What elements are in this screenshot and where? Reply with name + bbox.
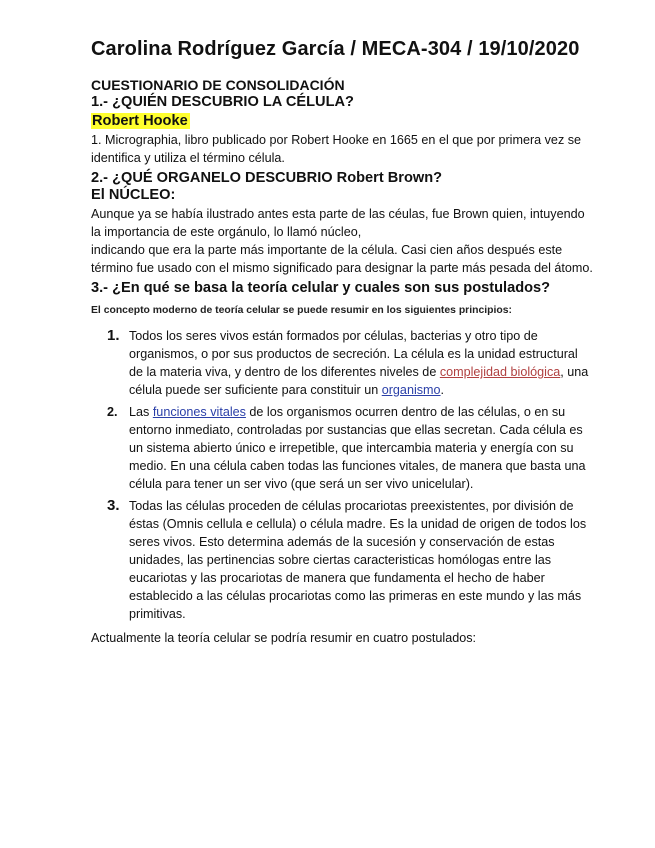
- answer-2-detail-line2: indicando que era la parte más importante de la célula. Casi cien años después este término fue usado con el mismo significado para designar la parte más pesada del átomo.: [91, 243, 593, 275]
- funciones-vitales-link[interactable]: funciones vitales: [152, 405, 246, 419]
- list-item-text: .: [440, 383, 445, 397]
- list-item: [91, 497, 595, 623]
- questionnaire-subtitle: CUESTIONARIO DE CONSOLIDACIÓN: [91, 77, 345, 93]
- answer-1-highlight: Robert Hooke: [92, 113, 188, 129]
- list-item-text: de los organismos ocurren dentro de las células, o en su entorno inmediato, controladas por sustancias que ellas secretan. Cada célula es un sistema abierto único e irrepetible, que intercambia materia y energía con su medio. En una célula caben todas las funciones vitales, de manera que basta una célula para tener un ser vivo (que será un ser vivo unicelular).: [129, 405, 586, 491]
- theory-intro: El concepto moderno de teoría celular se puede resumir en los siguientes principios:: [91, 305, 512, 316]
- complejidad-biologica-link[interactable]: complejidad biológica: [439, 365, 561, 379]
- organismo-link[interactable]: organismo: [381, 383, 441, 397]
- list-item-text: Las: [129, 405, 153, 419]
- list-item-text: Todas las células proceden de células procariotas preexistentes, por división de éstas (Omnis cellula e cellula) o célula madre. Es la unidad de origen de todos los seres vivos. Esto determina además de la sucesión y conservación de estas unidades, las pertinencias sobre ciertas caracteristicas homólogas entre las eucariotas y las procariotas de manera que fundamenta el hecho de haber establecido a las células procariotas como las primeras en este mundo y las más primitivas.: [129, 499, 587, 621]
- list-item-text: Todos los seres vivos están formados por células, bacterias y otro tipo de organismos, o por sus productos de secreción. La célula es la unidad estructural de la materia viva, y dentro de los diferentes niveles de: [129, 329, 578, 379]
- list-item: [91, 403, 595, 493]
- list-item-number: 1.: [107, 327, 120, 344]
- question-1: 1.- ¿QUIÉN DESCUBRIO LA CÉLULA?: [91, 94, 354, 110]
- question-3: 3.- ¿En qué se basa la teoría celular y cuales son sus postulados?: [91, 280, 551, 296]
- list-item-number: 2.: [107, 405, 118, 419]
- answer-1-detail: 1. Micrographia, libro publicado por Robert Hooke en 1665 en el que por primera vez se identifica y utiliza el término célula.: [91, 133, 582, 165]
- closing-sentence: Actualmente la teoría celular se podría resumir en cuatro postulados:: [91, 631, 477, 645]
- document-title: Carolina Rodríguez García / MECA-304 / 19/10/2020: [91, 38, 580, 60]
- list-item: [91, 327, 595, 399]
- postulates-list: [91, 327, 595, 623]
- answer-2-label: El NÚCLEO:: [91, 187, 176, 203]
- answer-2-detail-line1: Aunque ya se había ilustrado antes esta parte de las céulas, fue Brown quien, intuyendo la importancia de este orgánulo, lo llamó núcleo,: [91, 207, 585, 239]
- list-item-number: 3.: [107, 497, 120, 514]
- list-item-text: , una célula puede ser suficiente para constituir un: [129, 365, 589, 397]
- question-2: 2.- ¿QUÉ ORGANELO DESCUBRIO Robert Brown?: [91, 170, 443, 186]
